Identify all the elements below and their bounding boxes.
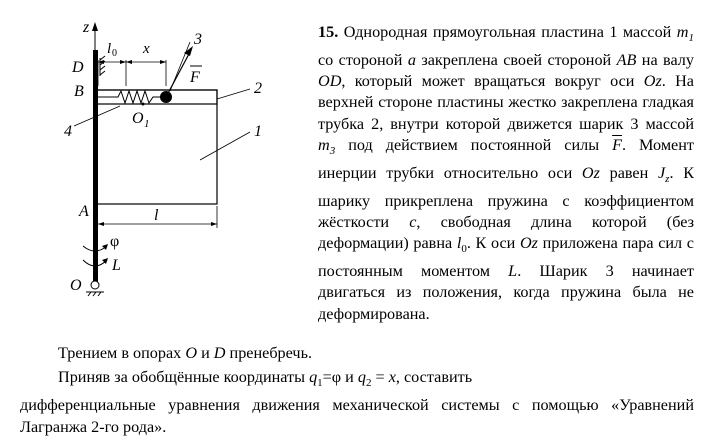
force-arrow-icon xyxy=(184,46,193,56)
label-l: l xyxy=(154,207,159,224)
leader-2 xyxy=(217,89,250,99)
z-arrow-icon xyxy=(92,22,98,31)
label-l0-sub: 0 xyxy=(112,48,117,59)
dim-arrow-icon xyxy=(98,60,104,64)
leader-3 xyxy=(170,42,190,91)
shaft xyxy=(93,50,98,288)
plate xyxy=(97,90,217,204)
label-2: 2 xyxy=(254,80,262,97)
dim-arrow-icon xyxy=(160,60,166,64)
bearing-d-icon xyxy=(100,56,105,76)
label-o1-sub: 1 xyxy=(144,118,150,130)
mechanism-figure xyxy=(50,20,320,310)
friction-text: Трением в опорах O и D пренебречь. xyxy=(58,344,313,362)
label-f: F xyxy=(190,69,200,86)
task-rest: дифференциальные уравнения движения механической системы с помощью «Уравнений Лагранжа 2-го рода». xyxy=(20,396,694,437)
friction-note xyxy=(58,342,698,364)
label-3: 3 xyxy=(194,31,202,48)
dim-arrow-icon xyxy=(211,222,217,226)
label-4: 4 xyxy=(64,123,72,140)
problem-number: 15. xyxy=(318,23,339,41)
label-b: B xyxy=(74,83,84,100)
label-a: A xyxy=(79,203,89,220)
problem-text: Однородная прямоугольная пластина 1 массой $m_1$ со стороной a закреплена своей стороной AB на валу OD, который может вращаться вокруг оси Oz. На верхней стороне пластины жестко закреплена гладкая трубка 2, внутри которой движется шарик 3 массой $m_3$ под действием постоянной силы $\overline{F}$. Момент инерции трубки относительно оси Oz равен $J_z$. К шарику прикреплена пружина с коэффициентом жёсткости c, свободная длина которой (без деформации) равна $l_0$. К оси Oz приложена пара сил с постоянным моментом L. Шарик 3 начинает двигаться из положения, когда пружина была не деформирована. xyxy=(318,23,694,323)
label-moment: L xyxy=(112,257,121,274)
task-line-1: Приняв за обобщённые координаты $q_1=\varphi$ и $q_2 = x$, составить xyxy=(58,368,473,390)
label-l0: l xyxy=(107,41,112,57)
task-statement xyxy=(20,366,694,438)
label-o1: O xyxy=(132,110,144,127)
spring xyxy=(98,91,162,103)
label-phi: φ xyxy=(110,233,120,250)
dim-arrow-icon xyxy=(126,60,132,64)
label-o: O xyxy=(70,277,82,294)
o1-point xyxy=(142,103,145,106)
label-z: z xyxy=(83,20,90,36)
label-d: D xyxy=(72,59,84,76)
dim-arrow-icon xyxy=(120,60,126,64)
label-1: 1 xyxy=(254,123,262,140)
label-x: x xyxy=(143,41,150,57)
problem-statement xyxy=(318,22,694,325)
leader-1 xyxy=(200,132,250,160)
dim-arrow-icon xyxy=(98,222,104,226)
bearing-o-icon xyxy=(86,281,104,296)
